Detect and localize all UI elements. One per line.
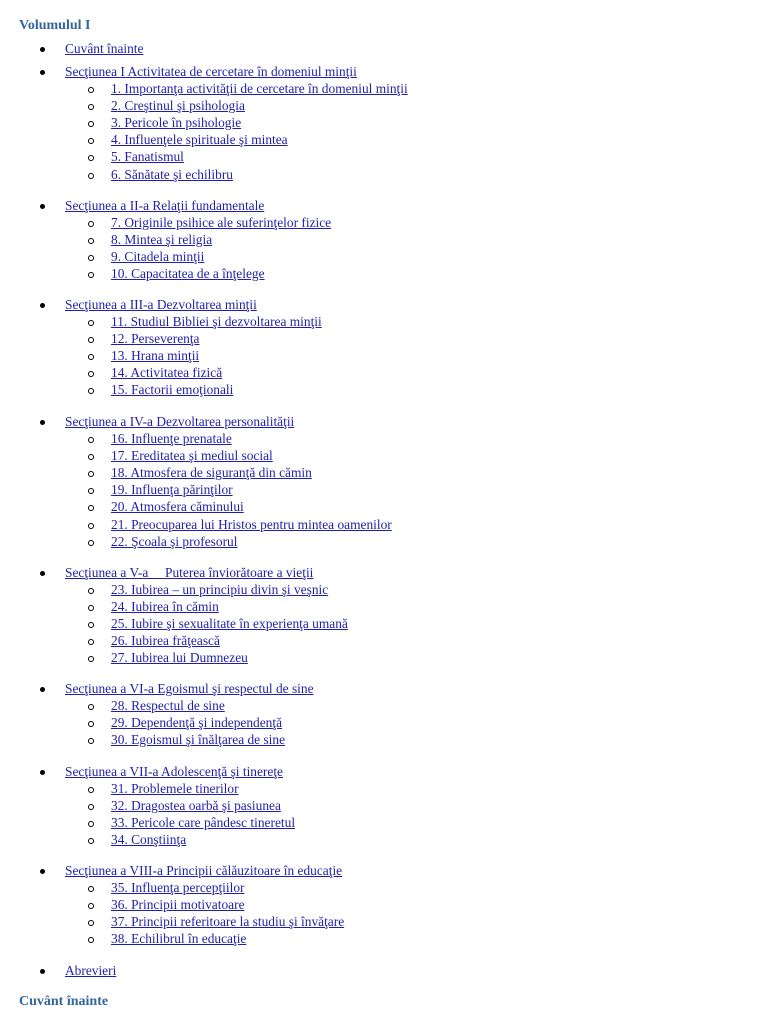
chapter-link[interactable]: 10. Capacitatea de a înţelege [111,266,265,282]
chapter-list-item [0,534,768,551]
circle-bullet-icon [88,255,94,261]
disc-bullet-icon [40,420,45,425]
disc-bullet-icon [40,869,45,874]
section-list-item [0,863,768,880]
disc-bullet-icon [40,969,45,974]
disc-bullet-icon [40,770,45,775]
disc-bullet-icon [40,687,45,692]
section-link[interactable]: Secţiunea a III-a Dezvoltarea minţii [65,297,257,312]
section-list-item [0,414,768,431]
chapter-link[interactable]: 17. Ereditatea şi mediul social [111,448,273,464]
chapter-link[interactable]: 23. Iubirea – un principiu divin şi veşnic [111,582,329,597]
disc-bullet-icon [40,571,45,576]
circle-bullet-icon [88,138,94,144]
chapter-list-item [0,215,768,232]
chapter-link[interactable]: 16. Influenţe prenatale [111,431,232,446]
circle-bullet-icon [88,454,94,460]
abbreviations-link[interactable]: Abrevieri [65,963,117,978]
circle-bullet-icon [88,87,94,93]
chapter-list-item [0,582,768,599]
circle-bullet-icon [88,272,94,278]
chapter-link[interactable]: 24. Iubirea în cămin [111,599,219,615]
chapter-link[interactable]: 9. Citadela minţii [111,249,205,265]
circle-bullet-icon [88,903,94,909]
circle-bullet-icon [88,371,94,377]
chapter-list-item [0,167,768,184]
section-list-item [0,565,768,582]
circle-bullet-icon [88,505,94,511]
chapter-list-item [0,431,768,448]
chapter-link[interactable]: 19. Influenţa părinţilor [111,482,233,498]
circle-bullet-icon [88,937,94,943]
circle-bullet-icon [88,121,94,127]
chapter-link[interactable]: 13. Hrana minţii [111,348,200,364]
circle-bullet-icon [88,221,94,227]
chapter-list-item [0,482,768,499]
chapter-link[interactable]: 27. Iubirea lui Dumnezeu [111,650,248,666]
chapter-link[interactable]: 31. Problemele tinerilor [111,781,239,796]
circle-bullet-icon [88,354,94,360]
circle-bullet-icon [88,488,94,494]
chapter-list-item [0,314,768,331]
circle-bullet-icon [88,588,94,594]
chapter-link[interactable]: 5. Fanatismul [111,149,184,165]
chapter-list-item [0,732,768,749]
chapter-link[interactable]: 15. Factorii emoţionali [111,382,234,398]
circle-bullet-icon [88,471,94,477]
chapter-list-item [0,98,768,115]
chapter-list-item [0,365,768,382]
chapter-link[interactable]: 32. Dragostea oarbă şi pasiunea [111,798,281,814]
chapter-list-item [0,517,768,534]
chapter-list-item [0,931,768,948]
section-link[interactable]: Secţiunea a IV-a Dezvoltarea personalităţii [65,414,295,429]
section-link[interactable]: Secţiunea a II-a Relaţii fundamentale [65,198,265,213]
section-heading: Cuvânt înainte [19,994,109,1009]
chapter-link[interactable]: 34. Conştiinţa [111,832,187,848]
section-link[interactable]: Secţiunea I Activitatea de cercetare în domeniul minţii [65,64,357,79]
circle-bullet-icon [88,540,94,546]
section-list-item [0,764,768,781]
chapter-list-item [0,914,768,931]
chapter-list-item [0,232,768,249]
chapter-link[interactable]: 4. Influenţele spirituale şi mintea [111,132,288,148]
chapter-list-item [0,897,768,914]
circle-bullet-icon [88,622,94,628]
disc-bullet-icon [40,70,45,75]
circle-bullet-icon [88,173,94,179]
chapter-link[interactable]: 20. Atmosfera căminului [111,499,244,515]
chapter-link[interactable]: 2. Creştinul şi psihologia [111,98,245,114]
list-item [0,963,768,980]
circle-bullet-icon [88,523,94,529]
section-list-item [0,297,768,314]
circle-bullet-icon [88,721,94,727]
chapter-list-item [0,798,768,815]
chapter-link[interactable]: 12. Perseverenţa [111,331,200,347]
chapter-list-item [0,448,768,465]
circle-bullet-icon [88,920,94,926]
chapter-list-item [0,599,768,616]
chapter-list-item [0,149,768,166]
circle-bullet-icon [88,738,94,744]
circle-bullet-icon [88,320,94,326]
chapter-list-item [0,249,768,266]
chapter-link[interactable]: 22. Şcoala şi profesorul [111,533,238,549]
circle-bullet-icon [88,104,94,110]
circle-bullet-icon [88,787,94,793]
section-link[interactable]: Secţiunea a VI-a Egoismul şi respectul de sine [65,681,314,696]
circle-bullet-icon [88,605,94,611]
chapter-link[interactable]: 6. Sănătate şi echilibru [111,166,233,182]
chapter-list-item [0,715,768,732]
chapter-link[interactable]: 30. Egoismul şi înălţarea de sine [111,732,286,748]
chapter-list-item [0,633,768,650]
chapter-link[interactable]: 26. Iubirea frăţească [111,633,220,649]
chapter-list-item [0,465,768,482]
disc-bullet-icon [40,303,45,308]
chapter-list-item [0,115,768,132]
circle-bullet-icon [88,437,94,443]
chapter-link[interactable]: 3. Pericole în psihologie [111,115,242,131]
chapter-link[interactable]: 36. Principii motivatoare [111,897,245,913]
disc-bullet-icon [40,47,45,52]
circle-bullet-icon [88,337,94,343]
chapter-link[interactable]: 14. Activitatea fizică [111,365,223,381]
chapter-list-item [0,81,768,98]
chapter-link[interactable]: 1. Importanţa activităţii de cercetare în domeniul minţii [111,81,408,96]
chapter-list-item [0,832,768,849]
circle-bullet-icon [88,821,94,827]
chapter-list-item [0,499,768,516]
chapter-list-item [0,616,768,633]
chapter-list-item [0,266,768,283]
chapter-link[interactable]: 25. Iubire şi sexualitate în experienţa umană [111,616,348,632]
disc-bullet-icon [40,204,45,209]
chapter-link[interactable]: 29. Dependenţă şi independenţă [111,715,283,731]
chapter-link[interactable]: 7. Originile psihice ale suferinţelor fizice [111,215,332,230]
circle-bullet-icon [88,639,94,645]
section-list-item [0,681,768,698]
chapter-list-item [0,650,768,667]
chapter-list-item [0,880,768,897]
chapter-list-item [0,781,768,798]
section-link[interactable]: Secţiunea a V-a Puterea înviorătoare a vieţii [65,565,314,580]
circle-bullet-icon [88,388,94,394]
chapter-link[interactable]: 38. Echilibrul în educaţie [111,931,247,947]
chapter-list-item [0,815,768,832]
chapter-list-item [0,132,768,149]
chapter-link[interactable]: 18. Atmosfera de siguranţă din cămin [111,465,312,481]
chapter-link[interactable]: 35. Influenţa percepţiilor [111,880,245,895]
circle-bullet-icon [88,838,94,844]
circle-bullet-icon [88,238,94,244]
chapter-list-item [0,382,768,399]
circle-bullet-icon [88,704,94,710]
section-link[interactable]: Secţiunea a VIII-a Principii călăuzitoare în educaţie [65,863,343,878]
list-item [0,41,768,58]
chapter-list-item [0,331,768,348]
circle-bullet-icon [88,804,94,810]
circle-bullet-icon [88,155,94,161]
volume-title: Volumulul I [19,18,91,33]
chapter-list-item [0,348,768,365]
circle-bullet-icon [88,886,94,892]
chapter-list-item [0,698,768,715]
chapter-link[interactable]: 8. Mintea şi religia [111,232,213,248]
circle-bullet-icon [88,656,94,662]
chapter-link[interactable]: 37. Principii referitoare la studiu şi învăţare [111,914,345,930]
foreword-link[interactable]: Cuvânt înainte [65,41,144,56]
chapter-link[interactable]: 11. Studiul Bibliei şi dezvoltarea minţii [111,314,322,329]
chapter-link[interactable]: 21. Preocuparea lui Hristos pentru mintea oamenilor [111,516,392,532]
chapter-link[interactable]: 28. Respectul de sine [111,698,225,713]
chapter-link[interactable]: 33. Pericole care pândesc tineretul [111,815,296,831]
section-list-item [0,64,768,81]
section-list-item [0,198,768,215]
section-link[interactable]: Secţiunea a VII-a Adolescenţă şi tinereţe [65,764,284,779]
